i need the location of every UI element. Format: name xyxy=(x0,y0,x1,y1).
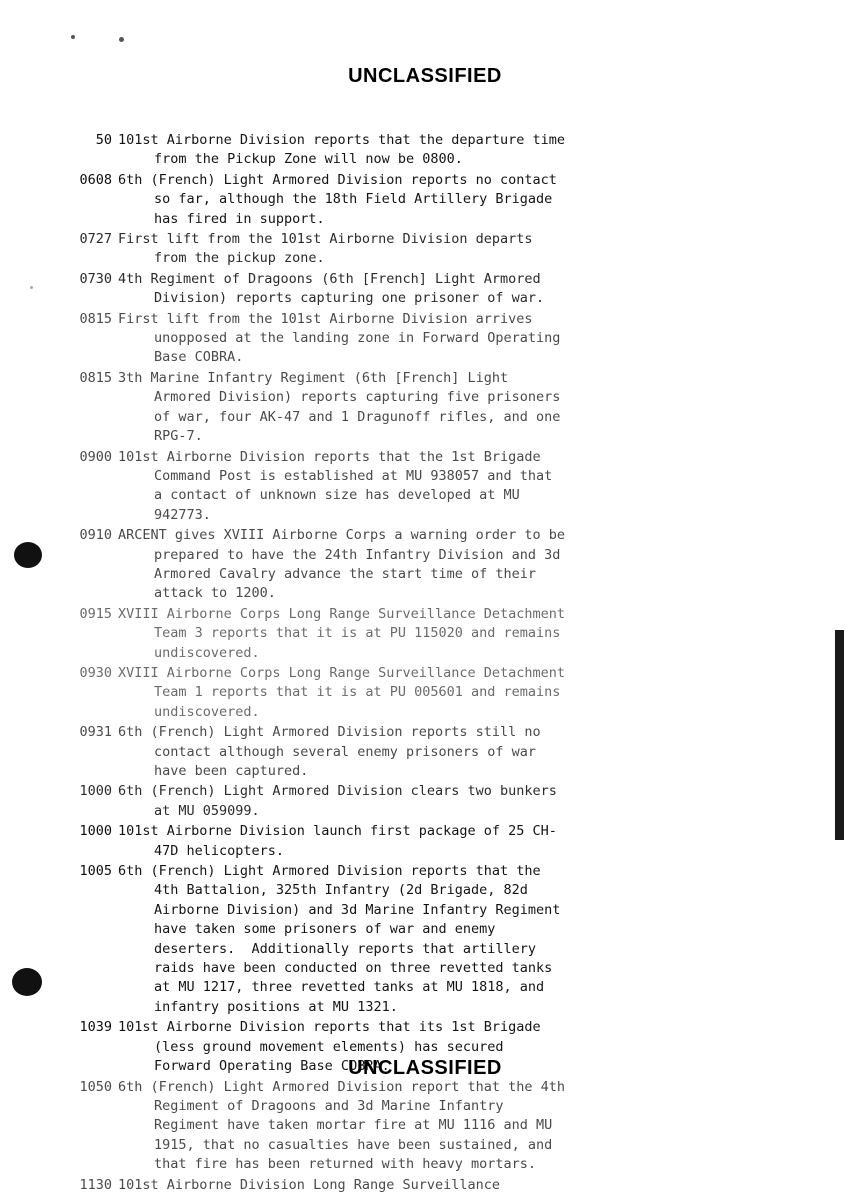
log-entry-text xyxy=(118,782,850,821)
log-entry-text xyxy=(118,171,850,229)
log-entry-text xyxy=(118,605,850,663)
log-entry-line: Airborne Division) and 3d Marine Infantry Regiment xyxy=(154,901,561,918)
log-entry-text xyxy=(118,230,850,269)
log-entry xyxy=(0,723,850,781)
log-entry-line: 4th Battalion, 325th Infantry (2d Brigade, 82d xyxy=(154,882,528,899)
log-entry-line: 101st Airborne Division reports that the departure time xyxy=(118,132,566,148)
log-entry xyxy=(0,664,850,722)
log-entry-text xyxy=(118,310,850,368)
log-entry-text xyxy=(118,664,850,722)
log-entry-line: 3th Marine Infantry Regiment (6th [French] Light xyxy=(118,369,509,386)
log-entry-line: 101st Airborne Division reports that the 1st Brigade xyxy=(118,448,541,465)
log-entry xyxy=(0,270,850,309)
log-entry-line: 6th (French) Light Armored Division reports that the xyxy=(118,863,541,880)
log-entry-line: ARCENT gives XVIII Airborne Corps a warning order to be xyxy=(118,527,566,544)
log-entry xyxy=(0,310,850,368)
log-entry xyxy=(0,369,850,447)
log-entry-time: 1130 xyxy=(79,1176,112,1193)
log-entry-time: 0930 xyxy=(79,664,112,681)
log-entry xyxy=(0,131,850,170)
log-entry-line: have taken some prisoners of war and enemy xyxy=(154,921,496,938)
log-entry-text xyxy=(118,1078,850,1175)
log-entry-line: Forward Operating Base COBRA. xyxy=(154,1058,390,1075)
log-entry-time: 50 xyxy=(95,132,112,148)
log-entry-line: Armored Division) reports capturing five prisoners xyxy=(154,389,561,406)
classification-header: UNCLASSIFIED xyxy=(348,65,502,87)
log-entry-line: at MU 059099. xyxy=(154,802,260,819)
log-entry-text xyxy=(118,448,850,526)
log-entry-time: 1050 xyxy=(79,1078,112,1095)
log-entry-line: 942773. xyxy=(154,506,211,523)
log-entry-line: Division) reports capturing one prisoner of war. xyxy=(154,290,545,307)
log-entry xyxy=(0,782,850,821)
log-entry-line: 4th Regiment of Dragoons (6th [French] Light Armored xyxy=(118,270,541,287)
log-entry-line: Regiment have taken mortar fire at MU 1116 and MU xyxy=(154,1117,553,1134)
log-entry xyxy=(0,1176,850,1195)
log-entry-text xyxy=(118,131,850,170)
log-entry-time: 0815 xyxy=(79,310,112,327)
event-log xyxy=(0,131,850,1196)
log-entry-time: 1000 xyxy=(79,783,112,800)
log-entry-time: 0608 xyxy=(79,171,112,188)
log-entry xyxy=(0,822,850,861)
log-entry-text xyxy=(118,270,850,309)
log-entry-line: 101st Airborne Division Long Range Surveillance xyxy=(118,1176,501,1193)
log-entry-time: 1000 xyxy=(79,823,112,840)
scan-speck-icon xyxy=(71,35,75,39)
log-entry-line: First lift from the 101st Airborne Division arrives xyxy=(118,310,533,327)
log-entry-text xyxy=(118,526,850,604)
log-entry-time: 0931 xyxy=(79,724,112,741)
log-entry xyxy=(0,448,850,526)
log-entry-line: has fired in support. xyxy=(154,210,325,227)
log-entry-line: 6th (French) Light Armored Division clears two bunkers xyxy=(118,783,557,800)
log-entry-line: infantry positions at MU 1321. xyxy=(154,998,398,1015)
log-entry-text xyxy=(118,369,850,447)
log-entry-line: 101st Airborne Division launch first package of 25 CH- xyxy=(118,823,557,840)
log-entry xyxy=(0,230,850,269)
log-entry-text xyxy=(118,1176,850,1195)
log-entry-line: deserters. Additionally reports that artillery xyxy=(154,940,537,957)
log-entry-line: from the pickup zone. xyxy=(154,250,325,267)
log-entry-line: 47D helicopters. xyxy=(154,842,285,859)
log-entry-line: of war, four AK-47 and 1 Dragunoff rifles, and one xyxy=(154,408,561,425)
log-entry-line: First lift from the 101st Airborne Division departs xyxy=(118,231,533,248)
log-entry xyxy=(0,862,850,1017)
log-entry-time: 0910 xyxy=(79,527,112,544)
log-entry-line: undiscovered. xyxy=(154,644,260,661)
log-entry-line: Team 3 reports that it is at PU 115020 and remains xyxy=(154,625,561,642)
log-entry-line: (less ground movement elements) has secured xyxy=(154,1038,504,1055)
log-entry xyxy=(0,526,850,604)
log-entry-line: at MU 1217, three revetted tanks at MU 1818, and xyxy=(154,979,545,996)
log-entry-line: attack to 1200. xyxy=(154,585,276,602)
log-entry-time: 0815 xyxy=(79,369,112,386)
log-entry-line: that fire has been returned with heavy mortars. xyxy=(154,1156,537,1173)
log-entry-time: 0915 xyxy=(79,605,112,622)
log-entry-line: XVIII Airborne Corps Long Range Surveillance Detachment xyxy=(118,605,566,622)
log-entry-text xyxy=(118,723,850,781)
log-entry xyxy=(0,605,850,663)
log-entry-line: 6th (French) Light Armored Division reports still no xyxy=(118,724,541,741)
log-entry-line: Armored Cavalry advance the start time of their xyxy=(154,565,537,582)
scan-speck-icon xyxy=(119,37,124,42)
log-entry-line: 1915, that no casualties have been sustained, and xyxy=(154,1136,553,1153)
log-entry xyxy=(0,1078,850,1175)
log-entry-line: RPG-7. xyxy=(154,428,203,445)
log-entry-line: a contact of unknown size has developed at MU xyxy=(154,487,520,504)
log-entry-line: Base COBRA. xyxy=(154,349,244,366)
log-entry-line: unopposed at the landing zone in Forward Operating xyxy=(154,330,561,347)
log-entry-time: 1039 xyxy=(79,1019,112,1036)
log-entry xyxy=(0,171,850,229)
log-entry-line: raids have been conducted on three revetted tanks xyxy=(154,960,553,977)
log-entry-line: contact although several enemy prisoners of war xyxy=(154,743,537,760)
log-entry-line: Team 1 reports that it is at PU 005601 and remains xyxy=(154,684,561,701)
log-entry-line: Regiment of Dragoons and 3d Marine Infantry xyxy=(154,1097,504,1114)
log-entry-line: Command Post is established at MU 938057 and that xyxy=(154,467,553,484)
log-entry-line: so far, although the 18th Field Artillery Brigade xyxy=(154,191,553,208)
log-entry-text xyxy=(118,862,850,1017)
log-entry-time: 0727 xyxy=(79,231,112,248)
log-entry-time: 0900 xyxy=(79,448,112,465)
log-entry-line: from the Pickup Zone will now be 0800. xyxy=(154,151,463,168)
log-entry-time: 1005 xyxy=(79,863,112,880)
log-entry-line: undiscovered. xyxy=(154,703,260,720)
classification-footer: UNCLASSIFIED xyxy=(348,1057,502,1079)
log-entry-line: XVIII Airborne Corps Long Range Surveillance Detachment xyxy=(118,664,566,681)
log-entry-line: 6th (French) Light Armored Division report that the 4th xyxy=(118,1078,566,1095)
log-entry-line: 101st Airborne Division reports that its 1st Brigade xyxy=(118,1019,541,1036)
log-entry-time: 0730 xyxy=(79,270,112,287)
log-entry-line: prepared to have the 24th Infantry Division and 3d xyxy=(154,546,561,563)
log-entry-text xyxy=(118,822,850,861)
log-entry-line: 6th (French) Light Armored Division reports no contact xyxy=(118,171,557,188)
log-entry-line: have been captured. xyxy=(154,763,309,779)
